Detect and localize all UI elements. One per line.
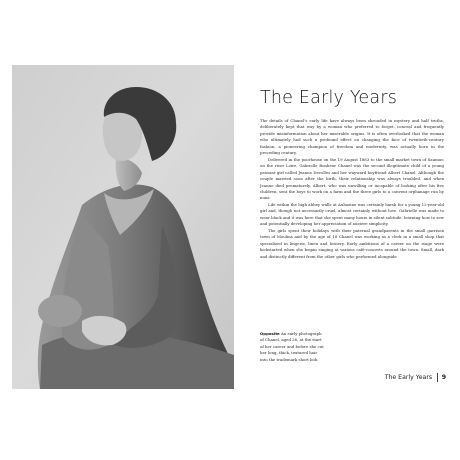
chapter-body: [260, 118, 444, 260]
page-footer: [380, 370, 446, 384]
photograph-image: [12, 65, 234, 389]
caption-text: An early photograph of Chanel, aged 26, at the start of her career and before she cut her long, thick, textured hair into the trademark short bob.: [260, 331, 324, 362]
footer-divider: [437, 373, 438, 382]
chanel-photograph: [12, 65, 234, 389]
running-head: The Early Years: [384, 373, 433, 381]
paragraph: Delivered in the poorhouse on the 19 August 1883 to the small market town of Saumur, on the river Loire, Gabrielle Bonheur Chanel was the second illegitimate child of a young peasant girl called Jeanne Devolles and her wayward boyfriend Albert Chanel. Although the couple married soon after the birth, their relationship was always troubled, and when Jeanne died prematurely, Albert, who was unwilling or incapable of looking after his five children, sent the boys to work on a farm and the three girls to a convent orphanage run by nuns.: [260, 156, 444, 201]
caption-lead: Opposite: [260, 331, 280, 336]
chapter-title: The Early Years: [260, 88, 398, 108]
paragraph: Life within the high abbey walls at Aubazine was certainly harsh for a young 12-year-old girl and, though not necessarily cruel, almost certainly without love. Gabrielle was made to wear black and it was here that she spent many hours in silent solitude, learning how to sew and potentially developing her appreciation of austere simplicity.: [260, 201, 444, 227]
paragraph: The details of Chanel’s early life have always been shrouded in mystery and half truths, deliberately kept that way by a woman who preferred to forget, conceal and frequently provide misinformation about her miserable origins. It is often overlooked that the woman who ultimately had such a profound effect on changing the face of twentieth-century fashion, a pioneering champion of freedom and modernity, was actually born in the preceding century.: [260, 118, 444, 156]
page-number: 9: [441, 373, 446, 381]
paragraph: The girls spent their holidays with their paternal grandparents in the small garrison town of Moulins and by the age of 18 Chanel was working as a clerk in a small shop that specialized in lingerie, linen and hosiery. Early ambitions of a career on the stage were kickstarted when she began singing at various café-concerts around the town. Small, dark and distinctly different from the other girls who performed alongside: [260, 227, 444, 259]
photo-caption: [260, 331, 326, 363]
text-page: [258, 0, 448, 460]
